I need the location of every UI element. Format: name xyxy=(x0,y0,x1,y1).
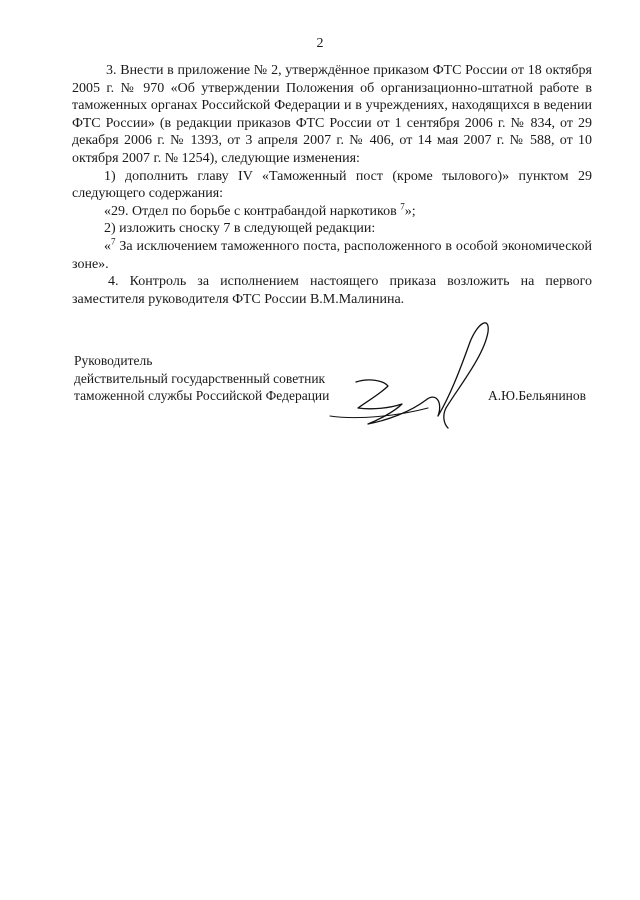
list-item-1-quote xyxy=(72,203,592,221)
paragraph-3: 3. Внести в приложение № 2, утверждённое приказом ФТС России от 18 октября 2005 г. № 970 «Об утверждении Положения об организационно-штатной работе в таможенных органах Российской Федерации и в учреждениях, находящихся в ведении ФТС России» (в редакции приказов ФТС России от 1 сентября 2006 г. № 834, от 29 декабря 2006 г. № 1393, от 3 апреля 2007 г. № 406, от 14 мая 2007 г. № 588, от 10 октября 2007 г. № 1254), следующие изменения: xyxy=(72,63,592,166)
quote-open: « xyxy=(104,238,111,254)
list-item-2-quote xyxy=(72,238,592,273)
quote-text: «29. Отдел по борьбе с контрабандой наркотиков xyxy=(104,203,397,219)
paragraph-4: 4. Контроль за исполнением настоящего приказа возложить на первого заместителя руководителя ФТС России В.М.Малинина. xyxy=(72,274,592,307)
list-item-1: 1) дополнить главу IV «Таможенный пост (кроме тылового)» пунктом 29 следующего содержания: xyxy=(72,168,592,202)
signatory-title xyxy=(74,352,329,405)
title-line: таможенной службы Российской Федерации xyxy=(74,388,330,404)
quote-end: »; xyxy=(404,203,416,219)
title-line: действительный государственный советник xyxy=(74,370,326,386)
page-number: 2 xyxy=(316,36,324,51)
document-body xyxy=(72,62,592,308)
list-item-2: 2) изложить сноску 7 в следующей редакции: xyxy=(104,221,376,237)
footnote-ref: 7 xyxy=(400,201,405,212)
footnote-text: За исключением таможенного поста, расположенного в особой экономической зоне». xyxy=(72,238,592,272)
signatory-name: А.Ю.Бельянинов xyxy=(488,388,587,403)
handwritten-signature xyxy=(328,312,508,432)
footnote-ref: 7 xyxy=(111,236,116,247)
title-line: Руководитель xyxy=(74,353,153,368)
